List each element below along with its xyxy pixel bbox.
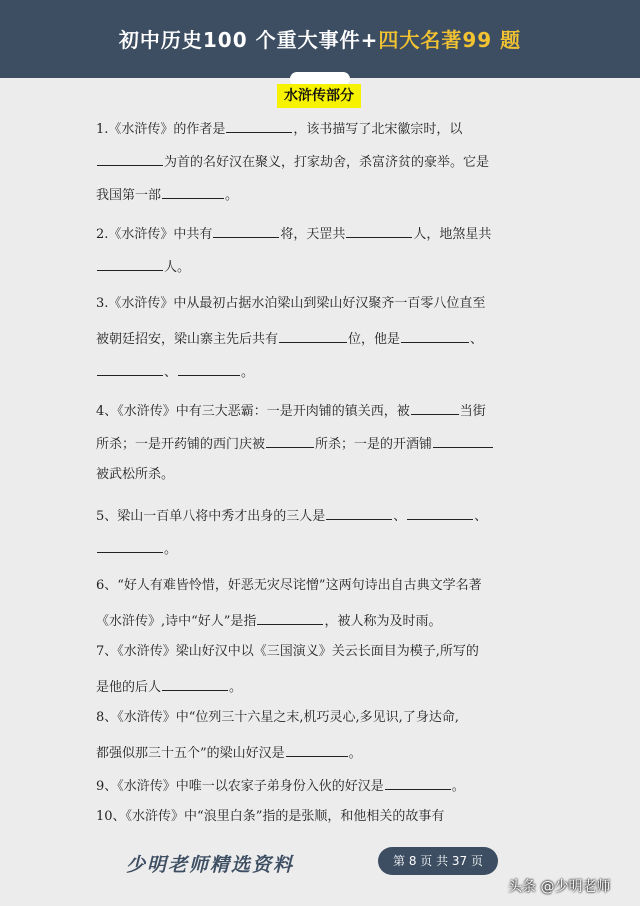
page-number-badge: 第 8 页 共 37 页 xyxy=(378,847,498,875)
header-title-gold: 四大名著99 题 xyxy=(378,28,522,52)
answer-blank xyxy=(97,361,163,376)
answer-blank xyxy=(178,361,240,376)
question-1-line-3: 我国第一部 。 xyxy=(96,181,546,214)
question-3-line-1: 3.《水浒传》中从最初占据水泊梁山到梁山好汉聚齐一百零八位直至 xyxy=(96,296,486,311)
answer-blank xyxy=(213,223,279,238)
answer-blank xyxy=(286,742,348,757)
question-7-line-1: 7、《水浒传》梁山好汉中以《三国演义》关云长面目为模子,所写的 xyxy=(96,644,479,659)
question-6-line-2: 《水浒传》,诗中“好人”是指 ，被人称为及时雨。 xyxy=(96,607,546,640)
answer-blank xyxy=(97,151,163,166)
answer-blank xyxy=(411,400,459,415)
answer-blank xyxy=(346,223,412,238)
question-4-line-1: 4、《水浒传》中有三大恶霸：一是开肉铺的镇关西，被 当街 xyxy=(96,397,546,430)
answer-blank xyxy=(162,184,224,199)
question-3-line-2: 被朝廷招安，梁山寨主先后共有 位，他是 、 xyxy=(96,325,546,358)
header-title xyxy=(0,24,640,53)
answer-blank xyxy=(279,328,347,343)
answer-blank xyxy=(257,610,323,625)
question-6-line-1: 6、“好人有难皆怜惜，奸恶无灾尽诧憎”这两句诗出自古典文学名著 xyxy=(96,578,482,593)
question-7-line-2: 是他的后人 。 xyxy=(96,673,546,706)
section-title: 水浒传部分 xyxy=(277,84,361,108)
question-4-line-2: 所杀；一是开药铺的西门庆被 所杀；一是的开酒铺 xyxy=(96,430,546,463)
question-4-line-3: 被武松所杀。 xyxy=(96,467,175,482)
watermark-text: 头条 @少明老师 xyxy=(508,879,611,895)
question-3-line-3: 、 。 xyxy=(96,358,546,391)
answer-blank xyxy=(326,505,392,520)
question-2-line-2: 人。 xyxy=(96,253,546,286)
answer-blank xyxy=(226,118,292,133)
question-8-line-1: 8、《水浒传》中“位列三十六星之末,机巧灵心,多见识,了身达命, xyxy=(96,710,459,725)
question-9-line-1: 9、《水浒传》中唯一以农家子弟身份入伙的好汉是 。 xyxy=(96,772,546,805)
answer-blank xyxy=(97,538,163,553)
answer-blank xyxy=(162,676,228,691)
header-title-white: 初中历史100 个重大事件+ xyxy=(118,28,379,52)
question-10-line-1: 10、《水浒传》中“浪里白条”指的是张顺，和他相关的故事有 xyxy=(96,809,445,824)
question-1-line-2: 为首的名好汉在聚义，打家劫舍，杀富济贫的豪举。它是 xyxy=(96,148,546,181)
question-5-line-1: 5、梁山一百单八将中秀才出身的三人是 、 、 xyxy=(96,502,546,535)
answer-blank xyxy=(433,433,493,448)
answer-blank xyxy=(407,505,473,520)
question-8-line-2: 都强似那三十五个”的梁山好汉是 。 xyxy=(96,739,546,772)
question-list xyxy=(96,115,546,838)
answer-blank xyxy=(97,256,163,271)
answer-blank xyxy=(385,775,451,790)
answer-blank xyxy=(401,328,469,343)
question-1-line-1: 1.《水浒传》的作者是 ，该书描写了北宋徽宗时，以 xyxy=(96,115,546,148)
header-banner xyxy=(0,0,640,78)
question-2-line-1: 2.《水浒传》中共有 将，天罡共 人，地煞星共 xyxy=(96,220,546,253)
toutiao-watermark xyxy=(508,875,634,897)
question-5-line-2: 。 xyxy=(96,535,546,568)
footer-logo: 少明老师精选资料 xyxy=(126,854,295,876)
answer-blank xyxy=(266,433,314,448)
